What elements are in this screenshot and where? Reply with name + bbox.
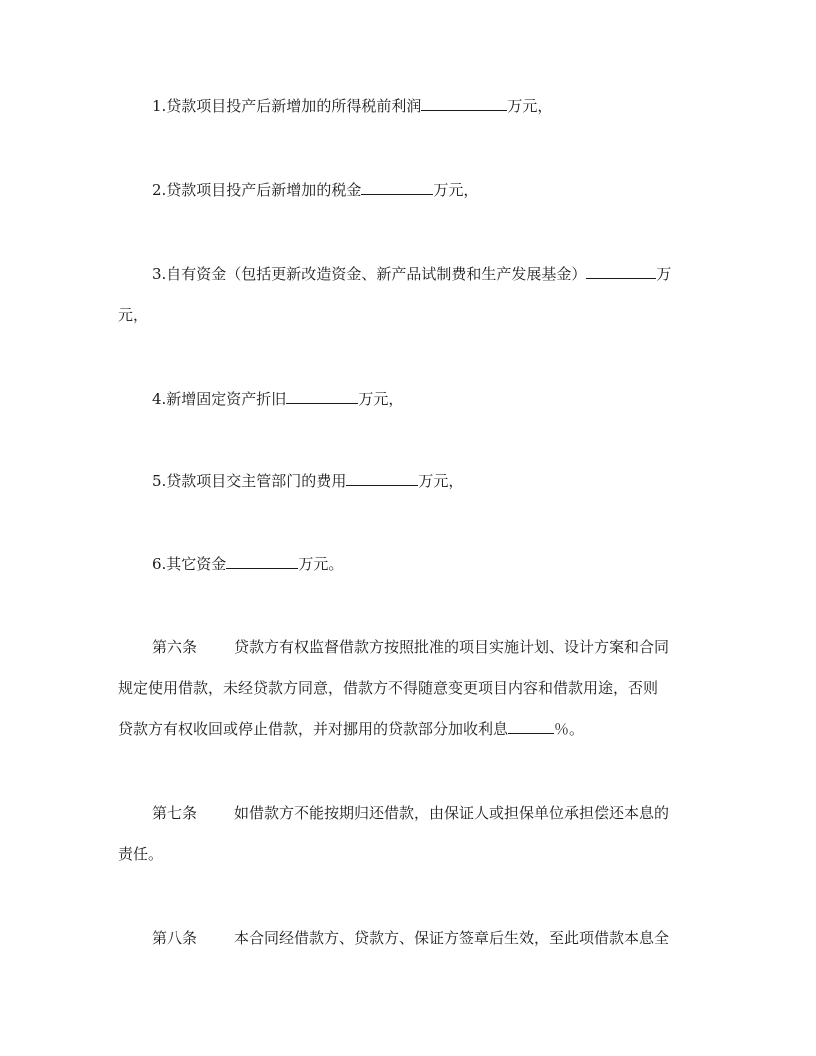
article-8-label: 第八条	[152, 929, 198, 947]
article-7-label: 第七条	[152, 804, 198, 822]
article-6-percent: ％。	[554, 720, 585, 738]
article-8-line-1	[152, 928, 669, 948]
item-6-text: 6.其它资金	[152, 555, 227, 573]
item-3-unit: 万	[656, 265, 672, 283]
article-6-line-1	[152, 637, 669, 657]
article-8-text-1: 本合同经借款方、贷款方、保证方签章后生效，至此项借款本息全	[234, 929, 670, 947]
article-6-line-3	[118, 719, 584, 739]
article-6-text-3: 贷款方有权收回或停止借款，并对挪用的贷款部分加收利息	[118, 720, 509, 738]
item-4-text: 4.新增固定资产折旧	[152, 390, 287, 408]
item-2	[152, 180, 478, 200]
item-5-text: 5.贷款项目交主管部门的费用	[152, 472, 347, 490]
item-5-unit: 万元，	[418, 472, 464, 490]
item-2-text: 2.贷款项目投产后新增加的税金	[152, 181, 362, 199]
item-1-unit: 万元，	[507, 97, 553, 115]
article-7-line-1	[152, 803, 669, 823]
item-1	[152, 96, 552, 116]
item-4-blank	[286, 389, 358, 404]
article-6-text-1: 贷款方有权监督借款方按照批准的项目实施计划、设计方案和合同	[234, 638, 670, 656]
item-3-continuation: 元，	[118, 306, 149, 324]
item-6-unit: 万元。	[298, 555, 344, 573]
item-3-blank	[586, 264, 656, 279]
item-5-blank	[346, 471, 418, 486]
item-3-text: 3.自有资金（包括更新改造资金、新产品试制费和生产发展基金）	[152, 265, 587, 283]
item-6	[152, 554, 343, 574]
item-2-unit: 万元，	[433, 181, 479, 199]
item-5	[152, 471, 463, 491]
article-7-line-2: 责任。	[118, 845, 164, 863]
article-6-line-2: 规定使用借款，未经贷款方同意，借款方不得随意变更项目内容和借款用途，否则	[118, 679, 659, 697]
item-4-unit: 万元，	[358, 390, 404, 408]
article-6-label: 第六条	[152, 638, 198, 656]
item-2-blank	[361, 180, 433, 195]
item-6-blank	[226, 554, 298, 569]
interest-rate-blank	[508, 719, 554, 734]
item-3	[152, 264, 671, 284]
article-7-text-1: 如借款方不能按期归还借款，由保证人或担保单位承担偿还本息的	[234, 804, 670, 822]
item-4	[152, 389, 403, 409]
item-1-text: 1.贷款项目投产后新增加的所得税前利润	[152, 97, 422, 115]
item-1-blank	[421, 96, 507, 111]
